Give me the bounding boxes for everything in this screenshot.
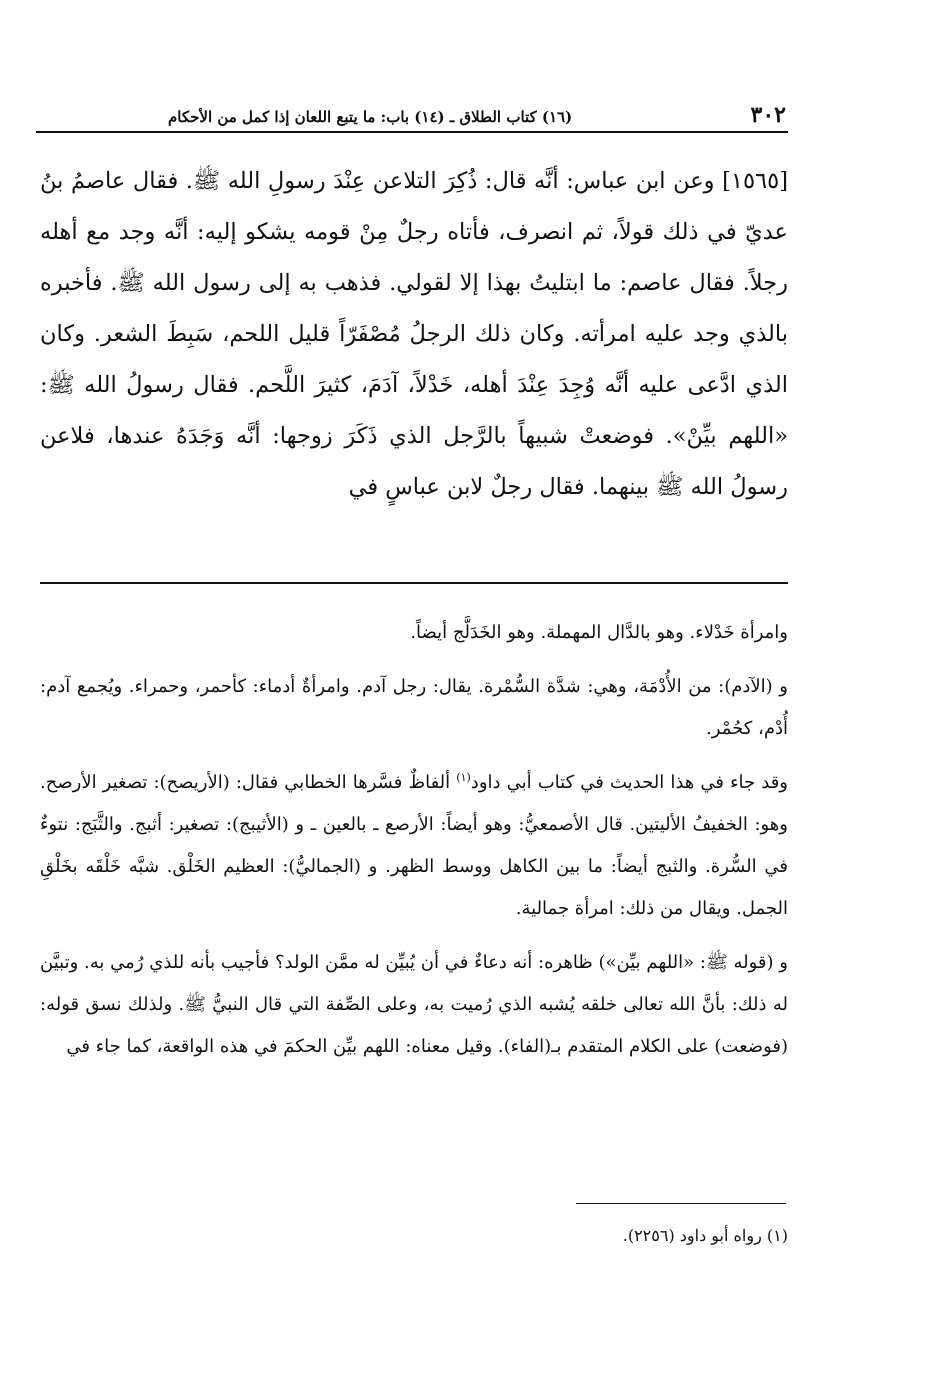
commentary — [40, 612, 788, 1080]
footnote: (١) رواه أبو داود (٢٢٥٦). — [622, 1226, 788, 1245]
footnote-rule — [576, 1203, 786, 1204]
commentary-paragraph: و (الآدم): من الأُدْمَة، وهي: شدَّة السُّمْرة. يقال: رجل آدم. وامرأةٌ أدماء: كأحمر، وحمراء. ويُجمع آدم: أُدْم، كحُمْر. — [40, 676, 788, 739]
header-rule — [36, 131, 788, 133]
text-divider — [40, 582, 788, 584]
commentary-paragraph — [40, 762, 788, 930]
commentary-text: ألفاظٌ فسَّرها الخطابي فقال: (الأريصح): تصغير الأرصح. وهو: الخفيفُ الأليتين. قال الأصمعيُّ: وهو أيضاً: الأرصع ـ بالعين ـ و (الأثيبج): تصغير: أثبج. والثَّبَج: نتوءٌ في السُّرة. والثبج أيضاً: ما بين الكاهل ووسط الظهر. و (الجماليُّ): العظيم الخَلْق. شبَّه خَلْقَه بخَلْقِ الجمل. ويقال من ذلك: امرأة جمالية. — [40, 772, 788, 919]
running-title: (١٦) كتاب الطلاق ـ (١٤) باب: ما يتبع اللعان إذا كمل من الأحكام — [168, 108, 573, 126]
commentary-text: وقد جاء في هذا الحديث في كتاب أبي داود — [470, 772, 789, 793]
commentary-paragraph: و (قوله ﷺ: «اللهم بيِّن») ظاهره: أنه دعاءٌ في أن يُبيِّن له ممَّن الولد؟ فأجيب بأنه للذي رُمي به. وتبيَّن له ذلك: بأنَّ الله تعالى خلقه يُشبه الذي رُميت به، وعلى الصِّفة التي قال النبيُّ ﷺ. ولذلك نسق قوله: (فوضعت) على الكلام المتقدم بـ(الفاء). وقيل معناه: اللهم بيِّن الحكمَ في هذه الواقعة، كما جاء في — [40, 952, 789, 1057]
page-number: ٣٠٢ — [750, 102, 786, 128]
running-head — [168, 96, 786, 130]
commentary-paragraph: وامرأة خَدْلاء. وهو بالدَّال المهملة. وهو الخَدَلَّج أيضاً. — [410, 622, 788, 643]
hadith-text: [١٥٦٥] وعن ابن عباس: أنَّه قال: ذُكِرَ التلاعن عِنْدَ رسولِ الله ﷺ. فقال عاصمُ بنُ عديّ في ذلك قولاً، ثم انصرف، فأتاه رجلٌ مِنْ قومه يشكو إليه: أنَّه وجد مع أهله رجلاً. فقال عاصم: ما ابتليتُ بهذا إلا لقولي. فذهب به إلى رسول الله ﷺ. فأخبره بالذي وجد عليه امرأته. وكان ذلك الرجلُ مُصْفَرّاً قليل اللحم، سَبِطَ الشعر. وكان الذي ادَّعى عليه أنَّه وُجِدَ عِنْدَ أهله، خَدْلاً، آدَمَ، كثيرَ اللَّحم. فقال رسولُ الله ﷺ: «اللهم بيِّنْ». فوضعتْ شبيهاً بالرَّجل الذي ذَكَرَ زوجها: أنَّه وَجَدَهُ عندها، فلاعن رسولُ الله ﷺ بينهما. فقال رجلٌ لابن عباسٍ في — [40, 168, 788, 500]
footnote-reference: (١) — [456, 771, 471, 784]
